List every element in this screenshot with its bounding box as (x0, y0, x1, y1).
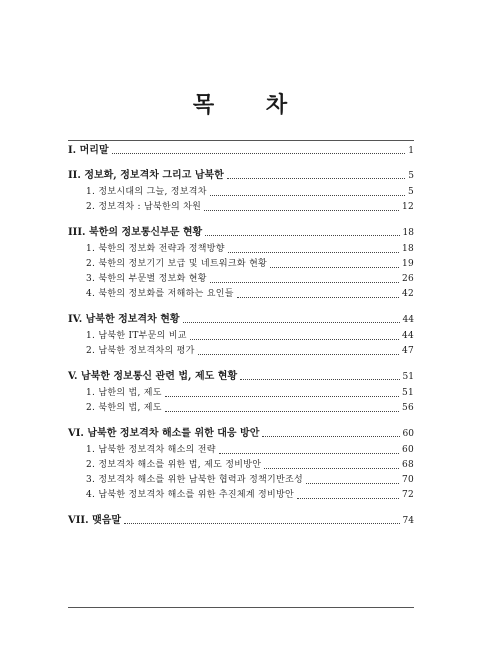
bottom-rule (68, 607, 414, 608)
dot-leader (190, 331, 399, 340)
chapter-spacer (68, 503, 414, 513)
dot-leader (165, 388, 399, 397)
toc-page-number: 12 (401, 202, 414, 212)
chapter-spacer (68, 158, 414, 168)
dot-leader (306, 475, 399, 484)
dot-leader (270, 259, 399, 268)
dot-leader (124, 515, 399, 524)
chapter-spacer (68, 359, 414, 369)
dot-leader (228, 244, 399, 253)
table-of-contents (68, 143, 414, 528)
toc-page-number: 51 (401, 388, 414, 398)
toc-page-number: 26 (401, 274, 414, 284)
toc-section-entry[interactable] (68, 272, 414, 287)
toc-page-number: 74 (402, 516, 414, 526)
toc-chapter-label: V. 남북한 정보통신 관련 법, 제도 현황 (68, 371, 238, 382)
toc-section-label: 3. 정보격차 해소를 위한 남북한 협력과 정책기반조성 (86, 475, 304, 485)
toc-chapter-label: II. 정보화, 정보격차 그리고 남북한 (68, 170, 224, 181)
toc-section-entry[interactable] (68, 401, 414, 416)
toc-page-number: 44 (401, 331, 414, 341)
dot-leader (219, 445, 399, 454)
dot-leader (240, 371, 399, 380)
toc-section-entry[interactable] (68, 329, 414, 344)
toc-page-number: 5 (408, 171, 414, 181)
toc-chapter-entry[interactable] (68, 513, 414, 528)
dot-leader (262, 428, 399, 437)
chapter-spacer (68, 215, 414, 225)
toc-page-number: 70 (401, 475, 414, 485)
dot-leader (237, 289, 399, 298)
toc-chapter-label: VI. 남북한 정보격차 해소를 위한 대응 방안 (68, 428, 260, 439)
toc-page-number: 68 (401, 460, 414, 470)
toc-page-number: 42 (401, 289, 414, 299)
toc-chapter-label: III. 북한의 정보통신부문 현황 (68, 227, 203, 238)
chapter-spacer (68, 416, 414, 426)
dot-leader (112, 145, 406, 154)
toc-section-label: 2. 남북한 정보격차의 평가 (86, 346, 195, 356)
toc-section-label: 2. 정보격차 해소를 위한 법, 제도 정비방안 (86, 460, 262, 470)
toc-chapter-label: VII. 맺음말 (68, 515, 122, 526)
toc-section-label: 1. 북한의 정보화 전략과 정책방향 (86, 244, 225, 254)
toc-section-label: 2. 북한의 법, 제도 (86, 403, 162, 413)
toc-section-label: 1. 남한의 법, 제도 (86, 388, 162, 398)
toc-section-entry[interactable] (68, 473, 414, 488)
toc-page-number: 44 (402, 315, 414, 325)
toc-section-label: 1. 정보시대의 그늘, 정보격차 (86, 187, 207, 197)
page-title: 목 차 (192, 92, 310, 118)
toc-chapter-entry[interactable] (68, 426, 414, 441)
toc-page-number: 18 (402, 228, 414, 238)
dot-leader (264, 460, 399, 469)
toc-page-number: 1 (408, 146, 414, 156)
toc-chapter-entry[interactable] (68, 225, 414, 240)
toc-section-entry[interactable] (68, 185, 414, 200)
toc-page-number: 47 (401, 346, 414, 356)
toc-section-label: 3. 북한의 부문별 정보화 현황 (86, 274, 207, 284)
toc-section-label: 4. 북한의 정보화를 저해하는 요인들 (86, 289, 234, 299)
toc-section-entry[interactable] (68, 458, 414, 473)
toc-section-label: 1. 남북한 정보격차 해소의 전략 (86, 445, 216, 455)
toc-chapter-entry[interactable] (68, 168, 414, 183)
dot-leader (227, 170, 405, 179)
dot-leader (210, 187, 405, 196)
toc-page-number: 56 (401, 403, 414, 413)
toc-section-entry[interactable] (68, 200, 414, 215)
toc-page-number: 60 (401, 445, 414, 455)
toc-section-entry[interactable] (68, 242, 414, 257)
toc-section-entry[interactable] (68, 257, 414, 272)
toc-page-number: 18 (401, 244, 414, 254)
toc-page-number: 19 (401, 259, 414, 269)
dot-leader (205, 227, 399, 236)
toc-chapter-entry[interactable] (68, 369, 414, 384)
dot-leader (198, 346, 399, 355)
toc-chapter-entry[interactable] (68, 143, 414, 158)
toc-section-entry[interactable] (68, 488, 414, 503)
top-rule (68, 140, 414, 141)
toc-page-number: 60 (402, 429, 414, 439)
dot-leader (204, 202, 399, 211)
dot-leader (297, 490, 399, 499)
toc-page-number: 5 (407, 187, 414, 197)
toc-section-entry[interactable] (68, 443, 414, 458)
toc-chapter-entry[interactable] (68, 312, 414, 327)
toc-section-label: 4. 남북한 정보격차 해소를 위한 추진체계 정비방안 (86, 490, 295, 500)
toc-section-entry[interactable] (68, 344, 414, 359)
dot-leader (210, 274, 399, 283)
toc-section-entry[interactable] (68, 386, 414, 401)
dot-leader (183, 314, 400, 323)
toc-section-label: 2. 북한의 정보기기 보급 및 네트워크화 현황 (86, 259, 268, 269)
dot-leader (165, 403, 399, 412)
toc-section-label: 1. 남북한 IT부문의 비교 (86, 331, 187, 341)
toc-chapter-label: I. 머리말 (68, 145, 109, 156)
chapter-spacer (68, 302, 414, 312)
toc-page-number: 51 (402, 372, 414, 382)
toc-section-entry[interactable] (68, 287, 414, 302)
toc-chapter-label: IV. 남북한 정보격차 현황 (68, 314, 180, 325)
toc-page-number: 72 (401, 490, 414, 500)
toc-section-label: 2. 정보격차 : 남북한의 차원 (86, 202, 202, 212)
